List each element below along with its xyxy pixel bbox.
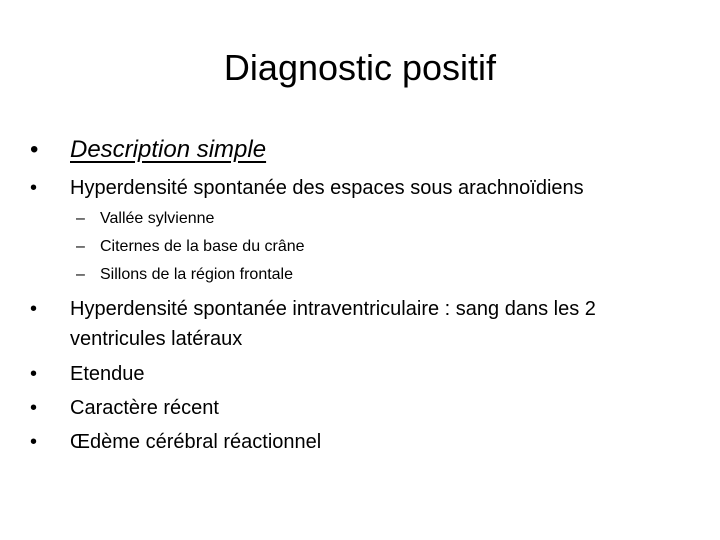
bullet-marker: • bbox=[30, 431, 38, 453]
bullet-marker: • bbox=[30, 177, 38, 199]
dash-marker: – bbox=[76, 266, 85, 283]
bullet-marker: • bbox=[30, 363, 38, 385]
sub-item-text: Citernes de la base du crâne bbox=[100, 238, 305, 255]
bullet-text: Etendue bbox=[70, 363, 145, 385]
slide-title: Diagnostic positif bbox=[223, 47, 497, 88]
bullet-text: Description simple bbox=[70, 136, 267, 163]
dash-marker: – bbox=[76, 210, 85, 227]
sub-item-text: Sillons de la région frontale bbox=[100, 266, 294, 283]
bullet-marker: • bbox=[30, 136, 39, 163]
sub-item-text: Vallée sylvienne bbox=[100, 210, 215, 227]
bullet-text: Œdème cérébral réactionnel bbox=[70, 431, 322, 453]
bullet-text: Hyperdensité spontanée des espaces sous arachnoïdiens bbox=[70, 177, 584, 199]
bullet-text: Hyperdensité spontanée intraventriculaire : sang dans les 2 ventricules latéraux bbox=[70, 298, 596, 350]
dash-marker: – bbox=[76, 238, 85, 255]
bullet-marker: • bbox=[30, 298, 38, 320]
bullet-text: Caractère récent bbox=[70, 397, 219, 419]
bullet-marker: • bbox=[30, 397, 38, 419]
